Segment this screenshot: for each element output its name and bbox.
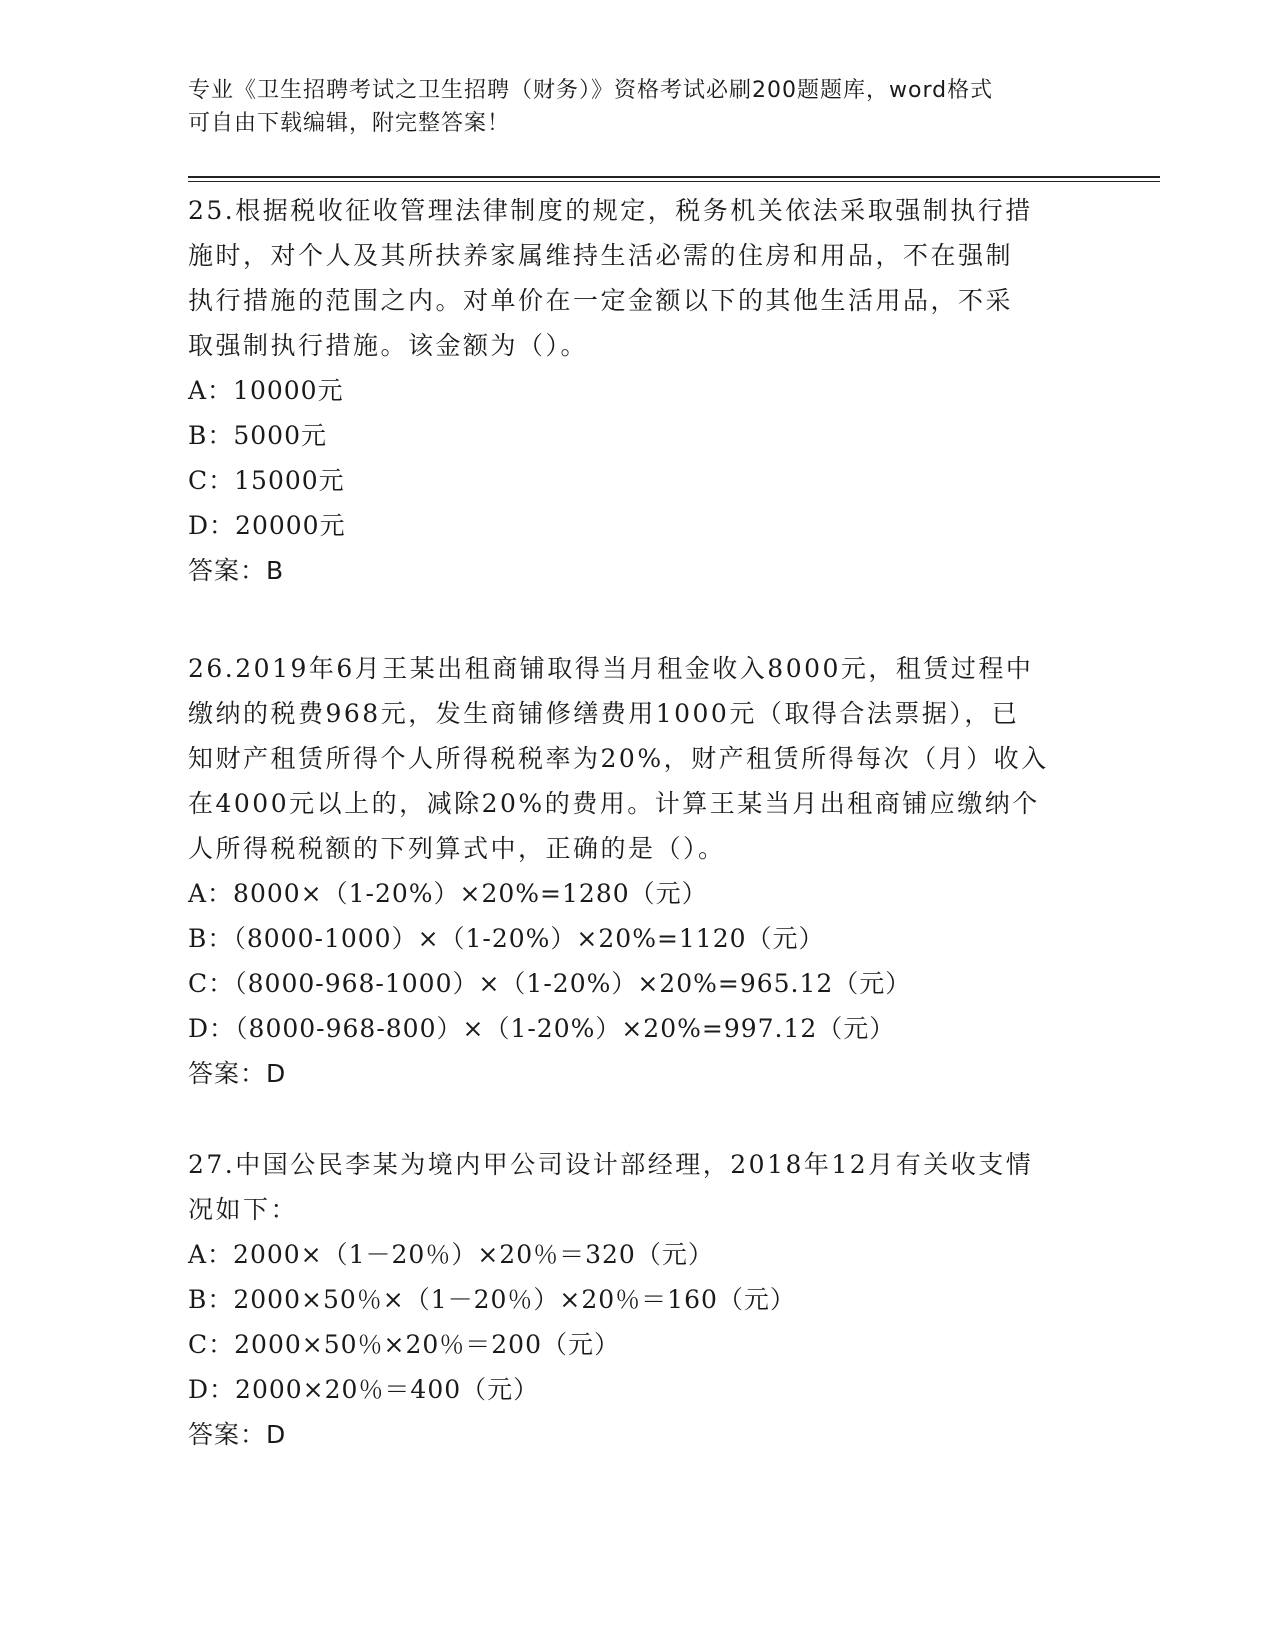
question-stem-line: 25.根据税收征收管理法律制度的规定，税务机关依法采取强制执行措 bbox=[188, 196, 1033, 225]
header-line-2: 可自由下载编辑，附完整答案！ bbox=[188, 111, 511, 136]
header-divider-thick bbox=[188, 176, 1160, 178]
option-d: D：2000×20％＝400（元） bbox=[188, 1375, 540, 1404]
question-stem-line: 26.2019年6月王某出租商铺取得当月租金收入8000元，租赁过程中 bbox=[188, 654, 1034, 683]
option-c: C：15000元 bbox=[188, 466, 345, 495]
option-b: B：（8000-1000）×（1-20%）×20%=1120（元） bbox=[188, 924, 825, 953]
answer-label: 答案：B bbox=[188, 556, 285, 585]
question-27 bbox=[188, 1142, 1088, 1457]
option-a: A：8000×（1-20%）×20%=1280（元） bbox=[188, 879, 708, 908]
question-stem-line: 施时，对个人及其所扶养家属维持生活必需的住房和用品，不在强制 bbox=[188, 241, 1014, 270]
question-stem-line: 缴纳的税费968元，发生商铺修缮费用1000元（取得合法票据），已 bbox=[188, 699, 1020, 728]
header-divider-thin bbox=[188, 181, 1160, 182]
answer-label: 答案：D bbox=[188, 1420, 287, 1449]
question-stem-line: 知财产租赁所得个人所得税税率为20%，财产租赁所得每次（月）收入 bbox=[188, 744, 1049, 773]
option-d: D：（8000-968-800）×（1-20%）×20%=997.12（元） bbox=[188, 1014, 896, 1043]
option-c: C：2000×50％×20％＝200（元） bbox=[188, 1330, 620, 1359]
question-stem-line: 27.中国公民李某为境内甲公司设计部经理，2018年12月有关收支情 bbox=[188, 1150, 1034, 1179]
answer-label: 答案：D bbox=[188, 1059, 287, 1088]
question-stem-line: 取强制执行措施。该金额为（）。 bbox=[188, 331, 589, 360]
option-c: C：（8000-968-1000）×（1-20%）×20%=965.12（元） bbox=[188, 969, 912, 998]
document-header bbox=[188, 74, 1068, 140]
option-b: B：2000×50％×（1－20％）×20％＝160（元） bbox=[188, 1285, 796, 1314]
option-a: A：10000元 bbox=[188, 376, 344, 405]
option-d: D：20000元 bbox=[188, 511, 346, 540]
question-25 bbox=[188, 188, 1088, 593]
question-26 bbox=[188, 646, 1088, 1096]
option-a: A：2000×（1－20％）×20％＝320（元） bbox=[188, 1240, 714, 1269]
question-stem-line: 执行措施的范围之内。对单价在一定金额以下的其他生活用品，不采 bbox=[188, 286, 1014, 315]
question-stem-line: 况如下： bbox=[188, 1195, 299, 1224]
header-line-1: 专业《卫生招聘考试之卫生招聘（财务）》资格考试必刷200题题库，word格式 bbox=[188, 78, 994, 103]
question-stem-line: 人所得税税额的下列算式中，正确的是（）。 bbox=[188, 834, 726, 863]
question-stem-line: 在4000元以上的，减除20%的费用。计算王某当月出租商铺应缴纳个 bbox=[188, 789, 1040, 818]
option-b: B：5000元 bbox=[188, 421, 327, 450]
